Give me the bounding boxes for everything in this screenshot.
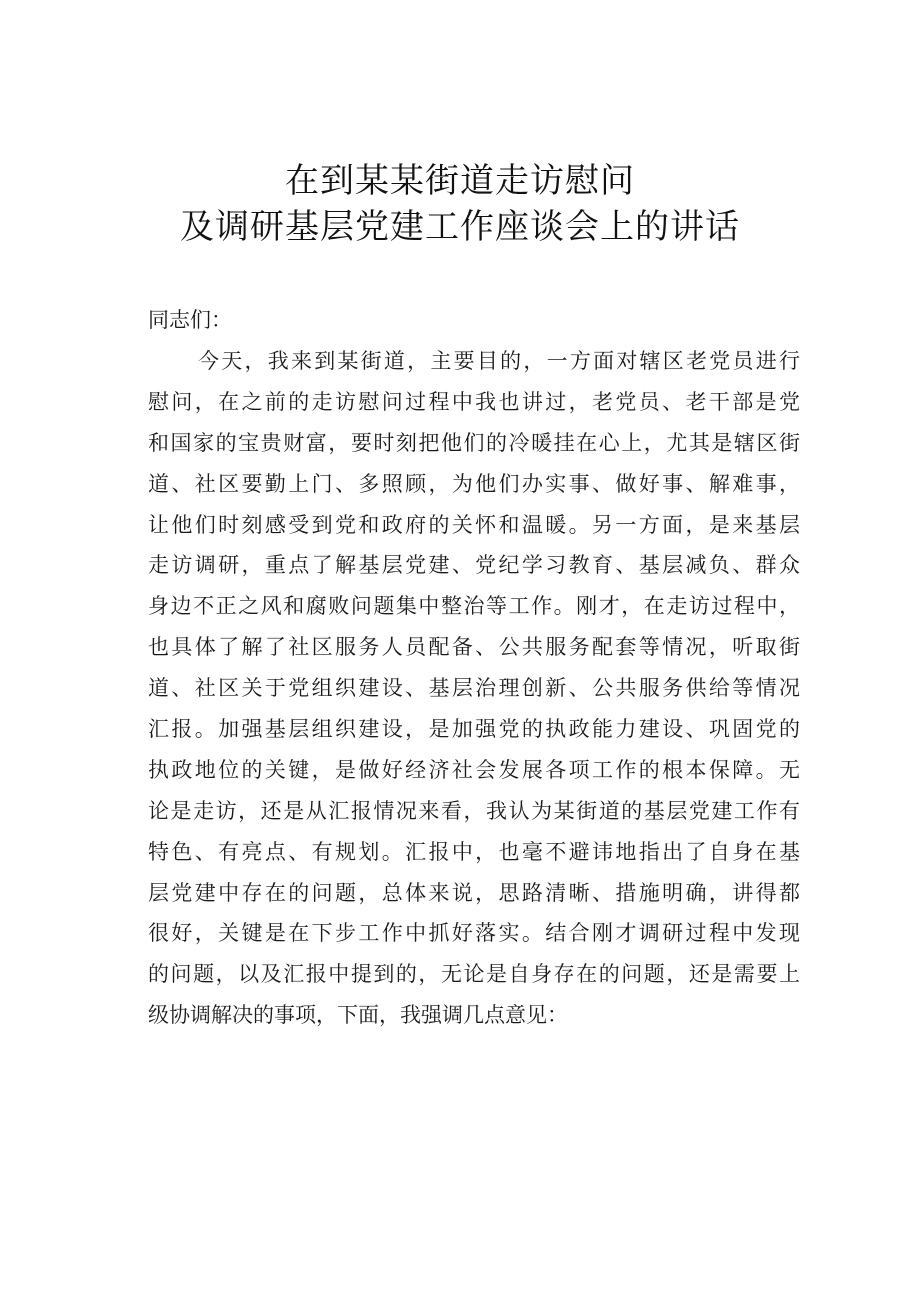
body-paragraph [148, 341, 800, 1036]
paragraph-line: 级协调解决的事项，下面，我强调几点意见： [148, 1003, 568, 1028]
paragraph-line: 和国家的宝贵财富，要时刻把他们的冷暖挂在心上，尤其是辖区街 [148, 430, 800, 455]
paragraph-line: 慰问，在之前的走访慰问过程中我也讲过，老党员、老干部是党 [148, 389, 800, 414]
document-title [0, 158, 920, 250]
paragraph-line: 的问题，以及汇报中提到的，无论是自身存在的问题，还是需要上 [148, 962, 800, 987]
paragraph-line: 论是走访，还是从汇报情况来看，我认为某街道的基层党建工作有 [148, 798, 800, 823]
paragraph-line: 让他们时刻感受到党和政府的关怀和温暖。另一方面，是来基层 [148, 512, 800, 537]
salutation: 同志们： [148, 308, 232, 332]
paragraph-line: 层党建中存在的问题，总体来说，思路清晰、措施明确，讲得都 [148, 880, 800, 905]
paragraph-line: 走访调研，重点了解基层党建、党纪学习教育、基层减负、群众 [148, 553, 800, 578]
paragraph-line: 特色、有亮点、有规划。汇报中，也毫不避讳地指出了自身在基 [148, 839, 800, 864]
title-line-2: 及调研基层党建工作座谈会上的讲话 [180, 207, 740, 247]
paragraph-line: 很好，关键是在下步工作中抓好落实。结合刚才调研过程中发现 [148, 921, 800, 946]
paragraph-line: 执政地位的关键，是做好经济社会发展各项工作的根本保障。无 [148, 757, 800, 782]
paragraph-line: 道、社区关于党组织建设、基层治理创新、公共服务供给等情况 [148, 676, 800, 701]
paragraph-line: 身边不正之风和腐败问题集中整治等工作。刚才，在走访过程中， [148, 594, 800, 619]
paragraph-line: 汇报。加强基层组织建设，是加强党的执政能力建设、巩固党的 [148, 717, 800, 742]
paragraph-line: 也具体了解了社区服务人员配备、公共服务配套等情况，听取街 [148, 635, 800, 660]
title-line-1: 在到某某街道走访慰问 [285, 161, 635, 201]
paragraph-line: 今天，我来到某街道，主要目的，一方面对辖区老党员进行 [198, 349, 800, 373]
paragraph-line: 道、社区要勤上门、多照顾，为他们办实事、做好事、解难事， [148, 471, 800, 496]
